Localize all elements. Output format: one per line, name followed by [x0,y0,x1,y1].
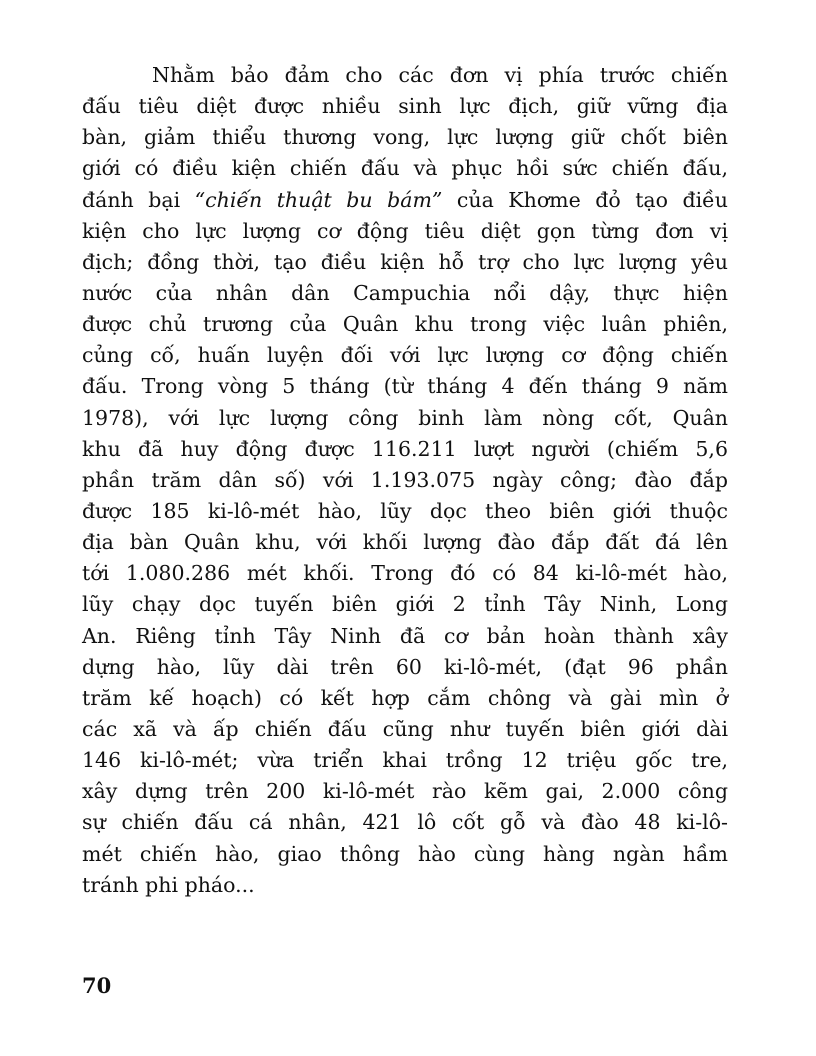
text-line: nước của nhân dân Campuchia nổi dậy, thực hiện [82,280,728,305]
text-line: địch; đồng thời, tạo điều kiện hỗ trợ cho lực lượng yêu [82,249,728,274]
text-segment: đánh bại [82,187,195,212]
text-line: được chủ trương của Quân khu trong việc luân phiên, [82,312,728,337]
text-line: bàn, giảm thiểu thương vong, lực lượng giữ chốt biên [82,125,728,150]
text-line: đấu. Trong vòng 5 tháng (từ tháng 4 đến tháng 9 năm [82,374,728,399]
text-line: phần trăm dân số) với 1.193.075 ngày công; đào đắp [82,467,728,492]
text-line: 146 ki-lô-mét; vừa triển khai trồng 12 triệu gốc tre, [82,748,728,773]
text-line: mét chiến hào, giao thông hào cùng hàng ngàn hầm [82,841,728,866]
text-line: 1978), với lực lượng công binh làm nòng cốt, Quân [82,405,728,430]
text-line: khu đã huy động được 116.211 lượt người (chiếm 5,6 [82,436,728,461]
text-line: củng cố, huấn luyện đối với lực lượng cơ động chiến [82,343,728,368]
text-line: An. Riêng tỉnh Tây Ninh đã cơ bản hoàn thành xây [82,623,728,648]
text-line: tới 1.080.286 mét khối. Trong đó có 84 ki-lô-mét hào, [82,561,728,586]
text-line: dựng hào, lũy dài trên 60 ki-lô-mét, (đạt 96 phần [82,654,728,679]
text-line: kiện cho lực lượng cơ động tiêu diệt gọn từng đơn vị [82,218,728,243]
text-line: được 185 ki-lô-mét hào, lũy dọc theo biên giới thuộc [82,498,728,523]
text-line: lũy chạy dọc tuyến biên giới 2 tỉnh Tây Ninh, Long [82,592,728,617]
text-line: Nhằm bảo đảm cho các đơn vị phía trước chiến [152,63,728,87]
text-line: các xã và ấp chiến đấu cũng như tuyến biên giới dài [82,716,728,741]
text-line: giới có điều kiện chiến đấu và phục hồi sức chiến đấu, [82,156,728,181]
text-line: tránh phi pháo... [82,872,255,897]
text-line: sự chiến đấu cá nhân, 421 lô cốt gỗ và đào 48 ki-lô- [82,810,728,835]
body-paragraph [82,60,728,901]
page-number: 70 [82,973,112,998]
text-line: xây dựng trên 200 ki-lô-mét rào kẽm gai, 2.000 công [82,779,728,804]
italic-quote: “chiến thuật bu bám” [194,187,443,212]
text-line: trăm kế hoạch) có kết hợp cắm chông và gài mìn ở [82,685,728,710]
text-line: địa bàn Quân khu, với khối lượng đào đắp đất đá lên [82,530,728,555]
text-line: đấu tiêu diệt được nhiều sinh lực địch, giữ vững địa [82,94,728,119]
text-segment: của Khơme đỏ tạo điều [442,187,728,212]
text-line [82,185,728,216]
